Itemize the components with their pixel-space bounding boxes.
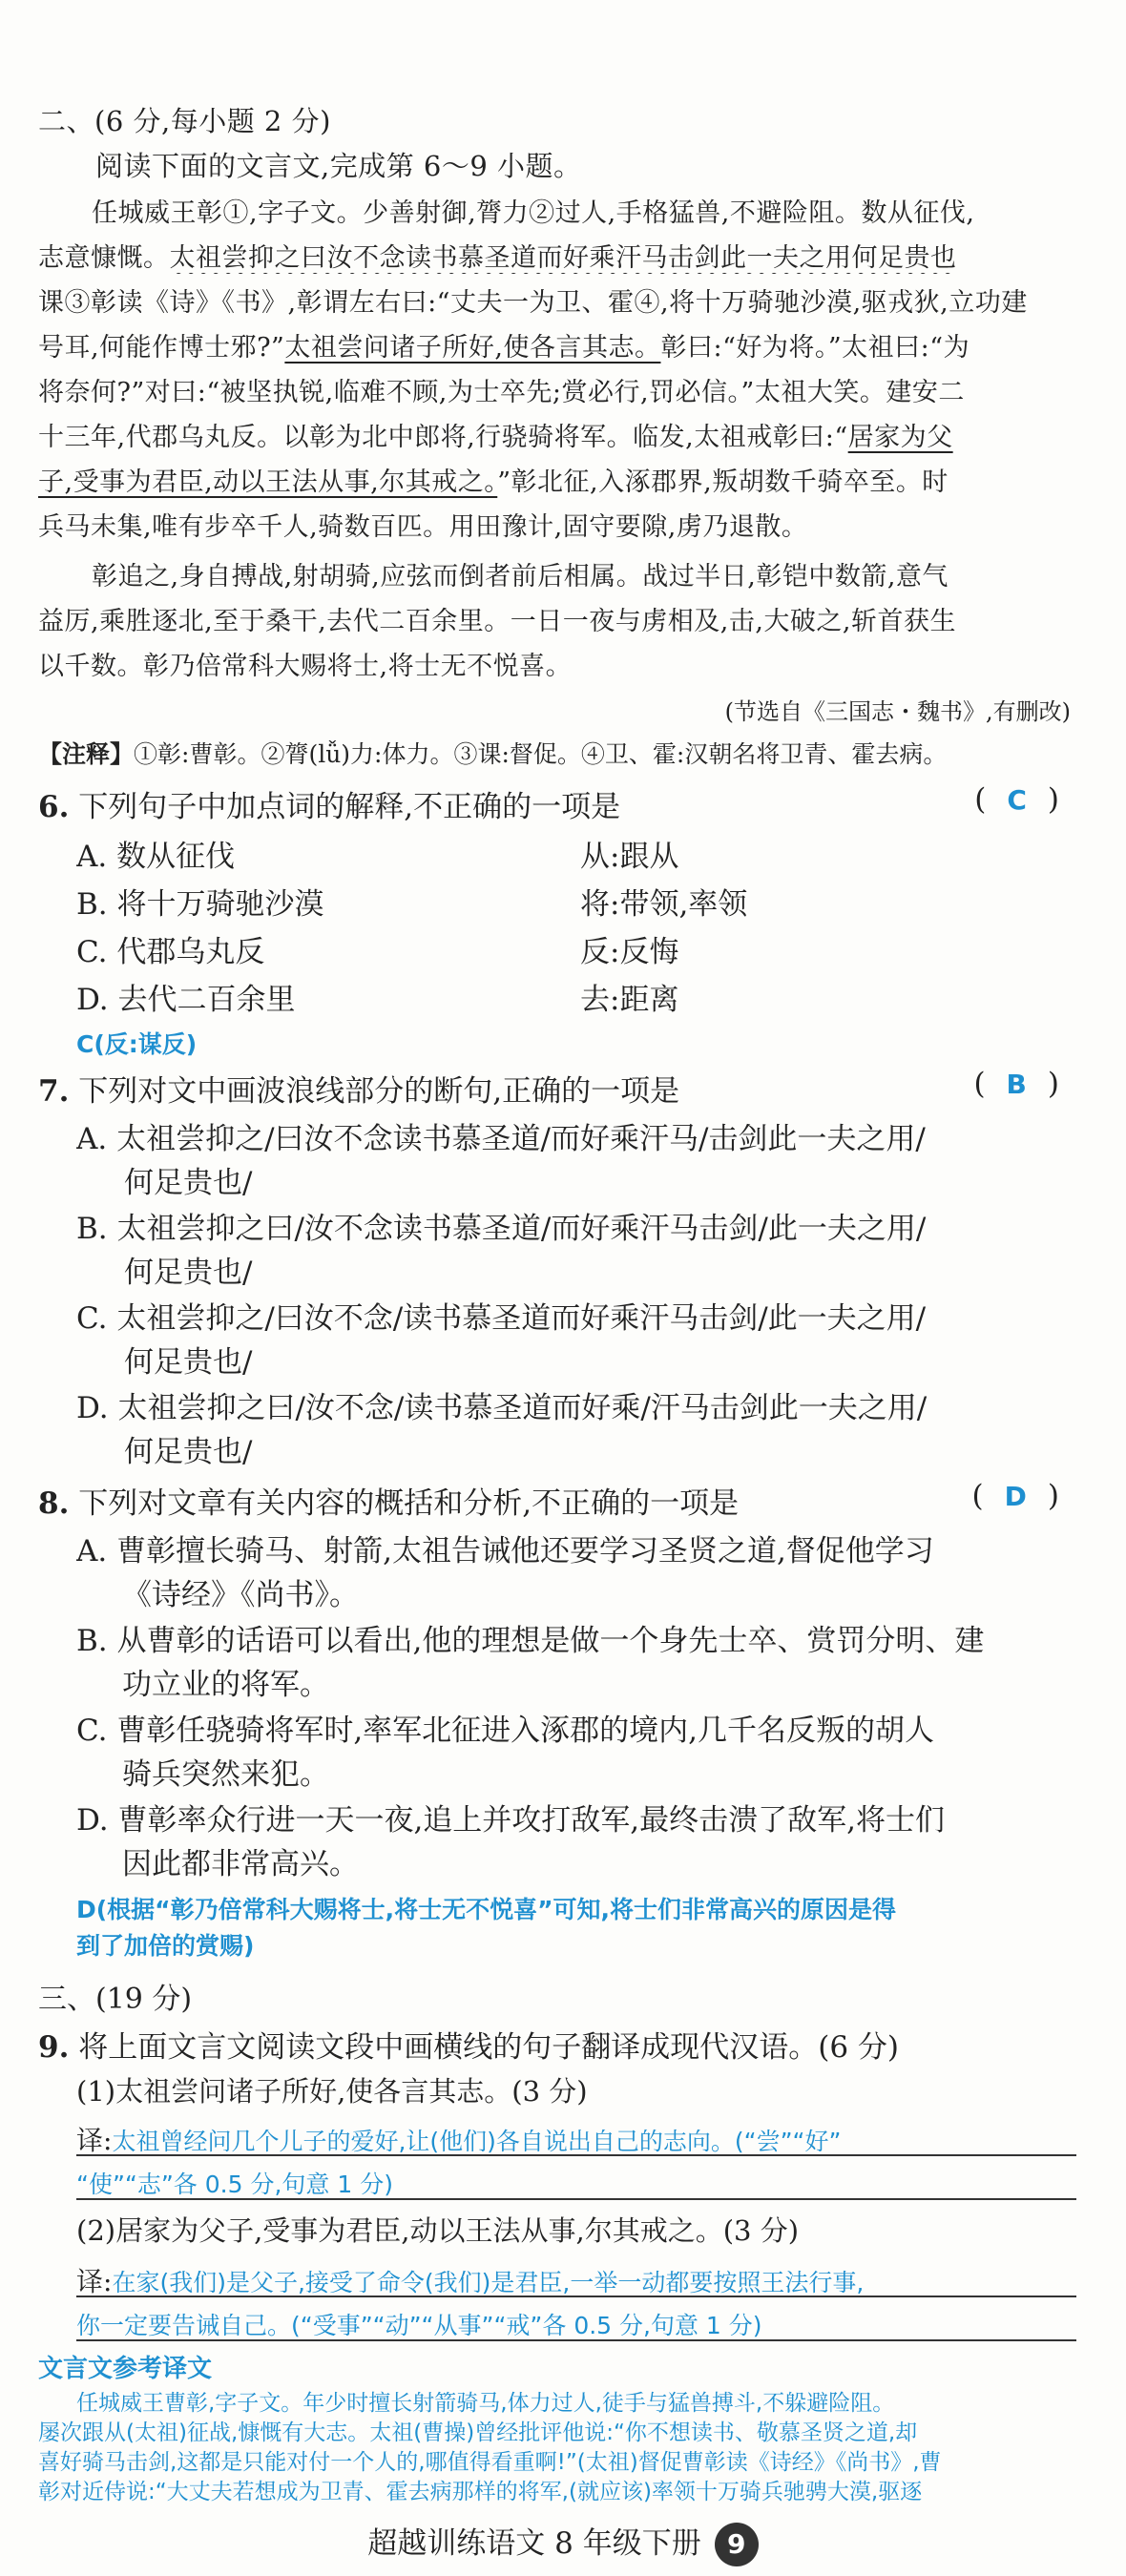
answer-text: 太祖曾经问几个儿子的爱好,让(他们)各自说出自己的志向。(“尝”“好” [112, 2128, 842, 2155]
option-b: B. 太祖尝抑之曰/汝不念读书慕圣道/而好乘汗马击剑/此一夫之用/ [76, 1212, 927, 1246]
wavy-underlined-sentence: 太祖尝抑之曰汝不念读书慕圣道而好乘汗马击剑此一夫之用何足贵也 [169, 243, 957, 273]
option-a-explain: 从:跟从 [580, 840, 679, 874]
passage-line: 任城威王彰①,字子文。少善射御,膂力②过人,手格猛兽,不避险阻。数从征伐, [92, 198, 975, 228]
passage-line: 课③彰读《诗》《书》,彰谓左右曰:“丈夫一为卫、霍④,将十万骑驰沙漠,驱戎狄,立功建 [38, 288, 1028, 318]
section2-instruction: 阅读下面的文言文,完成第 6～9 小题。 [95, 150, 582, 182]
option-c-cont: 何足贵也/ [124, 1345, 253, 1380]
option-d-cont: 因此都非常高兴。 [122, 1847, 359, 1881]
option-c: C. 代郡乌丸反 [76, 935, 265, 969]
option-b-cont: 何足贵也/ [124, 1256, 253, 1290]
question-9-stem: 9. 将上面文言文阅读文段中画横线的句子翻译成现代汉语。(6 分) [38, 2030, 899, 2065]
translation-1-cont: “使”“志”各 0.5 分,句意 1 分) [76, 2171, 393, 2198]
option-d-explain: 去:距离 [580, 983, 679, 1017]
passage-line: 十三年,代郡乌丸反。以彰为北中郎将,行骁骑将军。临发,太祖戒彰曰:“居家为父 [38, 423, 953, 452]
reference-line: 彰对近侍说:“大丈夫若想成为卫青、霍去病那样的将军,(就应该)率领十万骑兵驰骋大漠,驱逐 [38, 2480, 923, 2504]
answer-bracket: ( C ) [974, 782, 1059, 817]
passage-source: (节选自《三国志・魏书》,有删改) [724, 698, 1071, 725]
option-d: D. 去代二百余里 [76, 983, 296, 1017]
answer-text: 在家(我们)是父子,接受了命令(我们)是君臣,一举一动都要按照王法行事, [112, 2269, 865, 2296]
question-7-stem: 7. 下列对文中画波浪线部分的断句,正确的一项是 [38, 1074, 680, 1109]
answer-explanation-cont: 到了加倍的赏赐) [76, 1932, 255, 1960]
translation-2: 译:在家(我们)是父子,接受了命令(我们)是君臣,一举一动都要按照王法行事, [76, 2266, 865, 2297]
answer-explanation: D(根据“彰乃倍常科大赐将士,将士无不悦喜”可知,将士们非常高兴的原因是得 [76, 1896, 897, 1923]
underlined-sentence-2b: 子,受事为君臣,动以王法从事,尔其戒之。 [38, 467, 498, 497]
passage-line: 兵马未集,唯有步卒千人,骑数百匹。用田豫计,固守要隙,虏乃退散。 [38, 512, 808, 542]
option-c: C. 曹彰任骁骑将军时,率军北征进入涿郡的境内,几千名反叛的胡人 [76, 1714, 935, 1748]
answer-line [76, 2198, 1076, 2200]
reference-title: 文言文参考译文 [38, 2355, 213, 2383]
reference-line: 屡次跟从(太祖)征战,慷慨有大志。太祖(曹操)曾经批评他说:“你不想读书、敬慕圣贤之道,却 [38, 2420, 918, 2445]
answer-line [76, 2154, 1076, 2156]
answer-bracket: ( D ) [971, 1479, 1059, 1513]
passage-notes: 【注释】①彰:曹彰。②膂(lǚ)力:体力。③课:督促。④卫、霍:汉朝名将卫青、霍去病。 [38, 740, 948, 768]
option-b: B. 从曹彰的话语可以看出,他的理想是做一个身先士卒、赏罚分明、建 [76, 1624, 985, 1658]
option-b-cont: 功立业的将军。 [122, 1668, 329, 1702]
passage-line: 以千数。彰乃倍常科大赐将士,将士无不悦喜。 [38, 652, 573, 681]
answer-line [76, 2296, 1076, 2297]
page-footer [0, 2519, 1126, 2566]
section3-heading: 三、(19 分) [38, 1983, 193, 2016]
option-a: A. 曹彰擅长骑马、射箭,太祖告诫他还要学习圣贤之道,督促他学习 [76, 1534, 934, 1568]
option-a: A. 太祖尝抑之/曰汝不念读书慕圣道/而好乘汗马/击剑此一夫之用/ [76, 1122, 926, 1156]
option-b-explain: 将:带领,率领 [580, 887, 748, 922]
underlined-sentence-1: 太祖尝问诸子所好,使各言其志。 [284, 333, 661, 363]
answer-line [76, 2339, 1076, 2341]
option-a: A. 数从征伐 [76, 840, 236, 874]
question-6-stem: 6. 下列句子中加点词的解释,不正确的一项是 [38, 790, 621, 824]
option-b: B. 将十万骑驰沙漠 [76, 887, 324, 922]
sub-question-2: (2)居家为父子,受事为君臣,动以王法从事,尔其戒之。(3 分) [76, 2214, 800, 2247]
passage-line: 子,受事为君臣,动以王法从事,尔其戒之。”彰北征,入涿郡界,叛胡数千骑卒至。时 [38, 467, 949, 497]
passage-line: 彰追之,身自搏战,射胡骑,应弦而倒者前后相属。战过半日,彰铠中数箭,意气 [92, 562, 949, 592]
option-c-cont: 骑兵突然来犯。 [122, 1757, 329, 1792]
answer-letter: B [1006, 1069, 1027, 1100]
translation-2-cont: 你一定要告诫自己。(“受事”“动”“从事”“戒”各 0.5 分,句意 1 分) [76, 2312, 762, 2339]
answer-bracket: ( B ) [973, 1067, 1059, 1101]
passage-line: 志意慷慨。太祖尝抑之曰汝不念读书慕圣道而好乘汗马击剑此一夫之用何足贵也 [38, 243, 957, 273]
page-number: 9 [715, 2523, 759, 2566]
reference-line: 任城威王曹彰,字子文。年少时擅长射箭骑马,体力过人,徒手与猛兽搏斗,不躲避险阻。 [76, 2391, 895, 2416]
answer-explanation: C(反:谋反) [76, 1030, 198, 1058]
option-d: D. 太祖尝抑之曰/汝不念/读书慕圣道而好乘/汗马击剑此一夫之用/ [76, 1391, 928, 1425]
passage-line: 号耳,何能作博士邪?”太祖尝问诸子所好,使各言其志。彰曰:“好为将。”太祖曰:“为 [38, 333, 970, 363]
underlined-sentence-2a: 居家为父 [847, 423, 953, 452]
section2-heading: 二、(6 分,每小题 2 分) [38, 105, 331, 137]
option-d: D. 曹彰率众行进一天一夜,追上并攻打敌军,最终击溃了敌军,将士们 [76, 1803, 946, 1838]
option-a-cont: 《诗经》《尚书》。 [122, 1578, 359, 1612]
option-a-cont: 何足贵也/ [124, 1166, 253, 1200]
option-d-cont: 何足贵也/ [124, 1435, 253, 1469]
question-8-stem: 8. 下列对文章有关内容的概括和分析,不正确的一项是 [38, 1486, 740, 1521]
option-c: C. 太祖尝抑之/曰汝不念/读书慕圣道而好乘汗马击剑/此一夫之用/ [76, 1301, 927, 1336]
answer-letter: D [1004, 1481, 1027, 1512]
option-c-explain: 反:反悔 [580, 935, 679, 969]
translation-1: 译:太祖曾经问几个儿子的爱好,让(他们)各自说出自己的志向。(“尝”“好” [76, 2125, 842, 2156]
sub-question-1: (1)太祖尝问诸子所好,使各言其志。(3 分) [76, 2075, 588, 2108]
reference-line: 喜好骑马击剑,这都是只能对付一个人的,哪值得看重啊!”(太祖)督促曹彰读《诗经》《尚书》,曹 [38, 2450, 942, 2475]
passage-line: 将奈何?”对曰:“被坚执锐,临难不顾,为士卒先;赏必行,罚必信。”太祖大笑。建安二 [38, 378, 965, 407]
passage-line: 益厉,乘胜逐北,至于桑干,去代二百余里。一日一夜与虏相及,击,大破之,斩首获生 [38, 607, 956, 636]
answer-letter: C [1007, 784, 1027, 816]
footer-title: 超越训练语文 8 年级下册 [367, 2526, 701, 2561]
